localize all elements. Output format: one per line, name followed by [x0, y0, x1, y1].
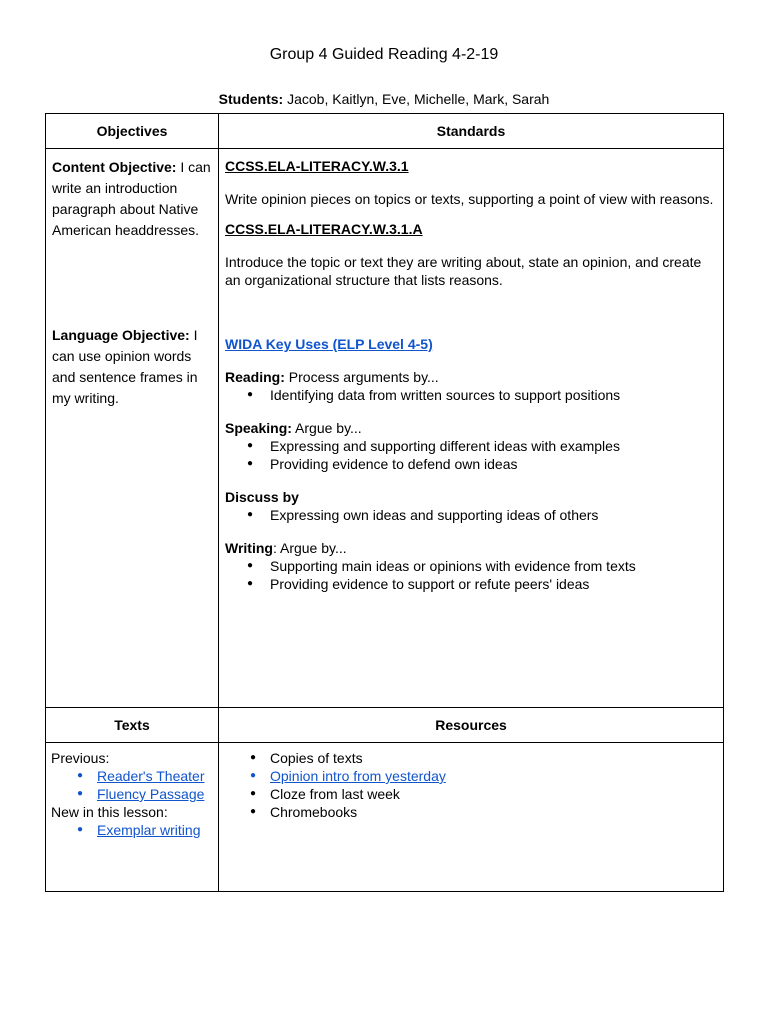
previous-label: Previous:	[51, 750, 110, 766]
page-title: Group 4 Guided Reading 4-2-19	[269, 46, 499, 63]
writing-text: : Argue by...	[272, 540, 347, 556]
list-item: ● Expressing own ideas and supporting ideas of others	[225, 506, 717, 524]
standard-text-1: Write opinion pieces on topics or texts, supporting a point of view with reasons.	[225, 191, 714, 207]
standard-code-1: CCSS.ELA-LITERACY.W.3.1	[225, 158, 409, 174]
list-item: ● Expressing and supporting different ideas with examples	[225, 437, 717, 455]
writing-label: Writing	[225, 540, 273, 556]
writing-list	[225, 557, 717, 593]
resources-list	[224, 749, 719, 821]
reading-label: Reading:	[225, 369, 285, 385]
writing-line	[225, 539, 717, 557]
list-item: ● Supporting main ideas or opinions with evidence from texts	[225, 557, 717, 575]
objectives-cell	[46, 149, 219, 708]
standards-cell	[219, 149, 724, 708]
language-objective-text: I can use opinion words and sentence frames in my writing.	[52, 327, 198, 406]
fluency-passage-link[interactable]: ● Fluency Passage	[51, 785, 214, 803]
resources-header: Resources	[219, 708, 724, 743]
discuss-label: Discuss by	[225, 489, 299, 505]
texts-header: Texts	[46, 708, 219, 743]
speaking-text: Argue by...	[295, 420, 362, 436]
students-names: Jacob, Kaitlyn, Eve, Michelle, Mark, Sarah	[287, 91, 550, 107]
language-objective	[52, 325, 212, 409]
reading-text: Process arguments by...	[288, 369, 439, 385]
lesson-plan-table	[45, 113, 724, 892]
list-item: ● Providing evidence to support or refute peers' ideas	[225, 575, 717, 593]
standard-text-2: Introduce the topic or text they are writing about, state an opinion, and create an organizational structure that lists reasons.	[225, 254, 702, 288]
list-item: ● Cloze from last week	[224, 785, 719, 803]
resources-cell	[219, 743, 724, 892]
new-list	[51, 821, 214, 839]
speaking-label: Speaking:	[225, 420, 292, 436]
language-objective-label: Language Objective:	[52, 327, 190, 343]
students-line	[0, 91, 768, 107]
list-item: ● Copies of texts	[224, 749, 719, 767]
content-objective-label: Content Objective:	[52, 159, 177, 175]
content-objective-text: I can write an introduction paragraph about Native American headdresses.	[52, 159, 211, 238]
reading-list	[225, 386, 717, 404]
standard-code-2: CCSS.ELA-LITERACY.W.3.1.A	[225, 221, 423, 237]
readers-theater-link[interactable]: ● Reader's Theater	[51, 767, 214, 785]
new-lesson-label: New in this lesson:	[51, 804, 168, 820]
objectives-header: Objectives	[46, 114, 219, 149]
opinion-intro-link[interactable]: ● Opinion intro from yesterday	[224, 767, 719, 785]
speaking-line	[225, 419, 717, 437]
reading-line	[225, 368, 717, 386]
exemplar-writing-link[interactable]: ● Exemplar writing	[51, 821, 214, 839]
wida-link[interactable]: WIDA Key Uses (ELP Level 4-5)	[225, 336, 433, 352]
list-item: ● Identifying data from written sources to support positions	[225, 386, 717, 404]
standards-header: Standards	[219, 114, 724, 149]
students-label: Students:	[218, 91, 284, 107]
content-objective	[52, 157, 212, 241]
list-item: ● Chromebooks	[224, 803, 719, 821]
discuss-list	[225, 506, 717, 524]
list-item: ● Providing evidence to defend own ideas	[225, 455, 717, 473]
speaking-list	[225, 437, 717, 473]
previous-list	[51, 767, 214, 803]
texts-cell	[46, 743, 219, 892]
